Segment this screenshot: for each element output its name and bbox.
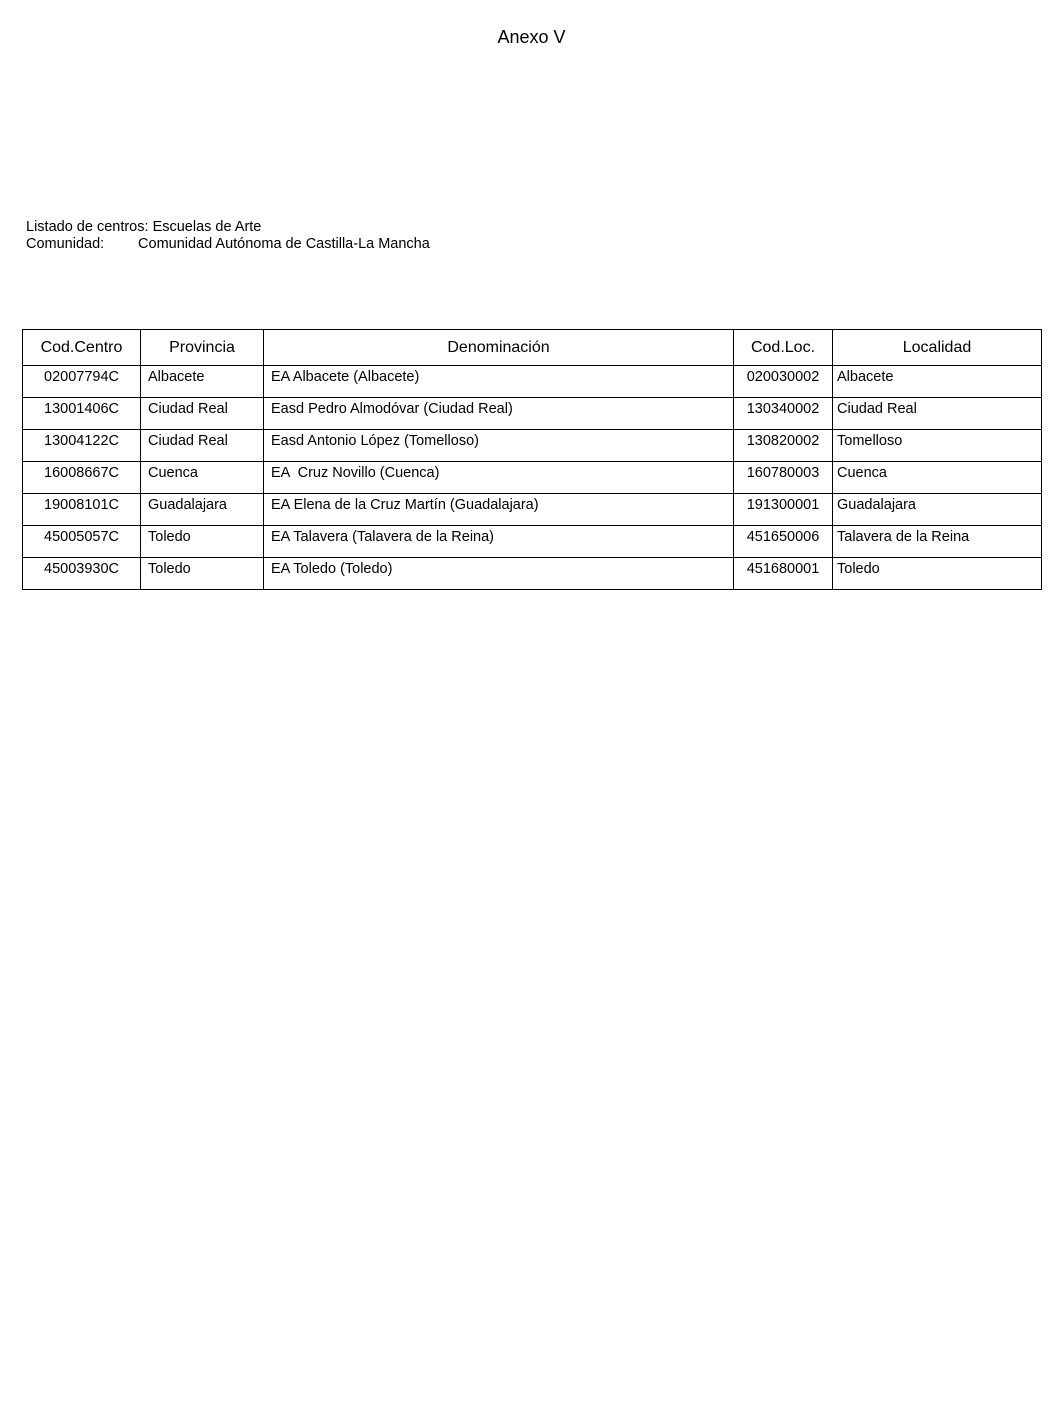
cell-localidad: Ciudad Real	[833, 398, 1042, 430]
cell-denominacion: EA Toledo (Toledo)	[264, 558, 734, 590]
cell-localidad: Talavera de la Reina	[833, 526, 1042, 558]
page-title: Anexo V	[497, 27, 566, 47]
cell-localidad: Tomelloso	[833, 430, 1042, 462]
table-row	[23, 430, 1042, 462]
cell-provincia: Cuenca	[141, 462, 264, 494]
cell-cod-centro: 02007794C	[23, 366, 141, 398]
header-cod-centro: Cod.Centro	[23, 330, 141, 366]
table-row	[23, 526, 1042, 558]
cell-localidad: Guadalajara	[833, 494, 1042, 526]
listing-line	[26, 219, 430, 236]
cell-cod-centro: 13004122C	[23, 430, 141, 462]
listing-label: Listado de centros:	[26, 219, 149, 235]
header-localidad: Localidad	[833, 330, 1042, 366]
cell-cod-loc: 130820002	[734, 430, 833, 462]
cell-cod-centro: 45003930C	[23, 558, 141, 590]
cell-cod-loc: 130340002	[734, 398, 833, 430]
centers-table	[22, 329, 1042, 590]
listing-value: Escuelas de Arte	[152, 219, 262, 235]
cell-denominacion: EA Talavera (Talavera de la Reina)	[264, 526, 734, 558]
cell-provincia: Toledo	[141, 558, 264, 590]
table-row	[23, 366, 1042, 398]
cell-localidad: Toledo	[833, 558, 1042, 590]
community-line	[26, 236, 430, 253]
community-label: Comunidad:	[26, 236, 105, 252]
cell-provincia: Ciudad Real	[141, 398, 264, 430]
cell-cod-centro: 45005057C	[23, 526, 141, 558]
cell-cod-centro: 19008101C	[23, 494, 141, 526]
table-row	[23, 494, 1042, 526]
cell-cod-centro: 16008667C	[23, 462, 141, 494]
cell-cod-loc: 191300001	[734, 494, 833, 526]
table-row	[23, 558, 1042, 590]
header-cod-loc: Cod.Loc.	[734, 330, 833, 366]
cell-denominacion: EA Elena de la Cruz Martín (Guadalajara)	[264, 494, 734, 526]
cell-cod-loc: 451680001	[734, 558, 833, 590]
community-value: Comunidad Autónoma de Castilla-La Mancha	[138, 236, 430, 252]
cell-cod-loc: 451650006	[734, 526, 833, 558]
cell-denominacion: EA Cruz Novillo (Cuenca)	[264, 462, 734, 494]
document-meta	[26, 219, 430, 253]
table-header-row	[23, 330, 1042, 366]
cell-localidad: Cuenca	[833, 462, 1042, 494]
cell-cod-loc: 160780003	[734, 462, 833, 494]
table-row	[23, 462, 1042, 494]
cell-provincia: Toledo	[141, 526, 264, 558]
table-row	[23, 398, 1042, 430]
cell-localidad: Albacete	[833, 366, 1042, 398]
cell-provincia: Albacete	[141, 366, 264, 398]
header-provincia: Provincia	[141, 330, 264, 366]
cell-provincia: Guadalajara	[141, 494, 264, 526]
cell-cod-centro: 13001406C	[23, 398, 141, 430]
cell-provincia: Ciudad Real	[141, 430, 264, 462]
cell-denominacion: Easd Antonio López (Tomelloso)	[264, 430, 734, 462]
cell-cod-loc: 020030002	[734, 366, 833, 398]
cell-denominacion: EA Albacete (Albacete)	[264, 366, 734, 398]
header-denominacion: Denominación	[264, 330, 734, 366]
cell-denominacion: Easd Pedro Almodóvar (Ciudad Real)	[264, 398, 734, 430]
